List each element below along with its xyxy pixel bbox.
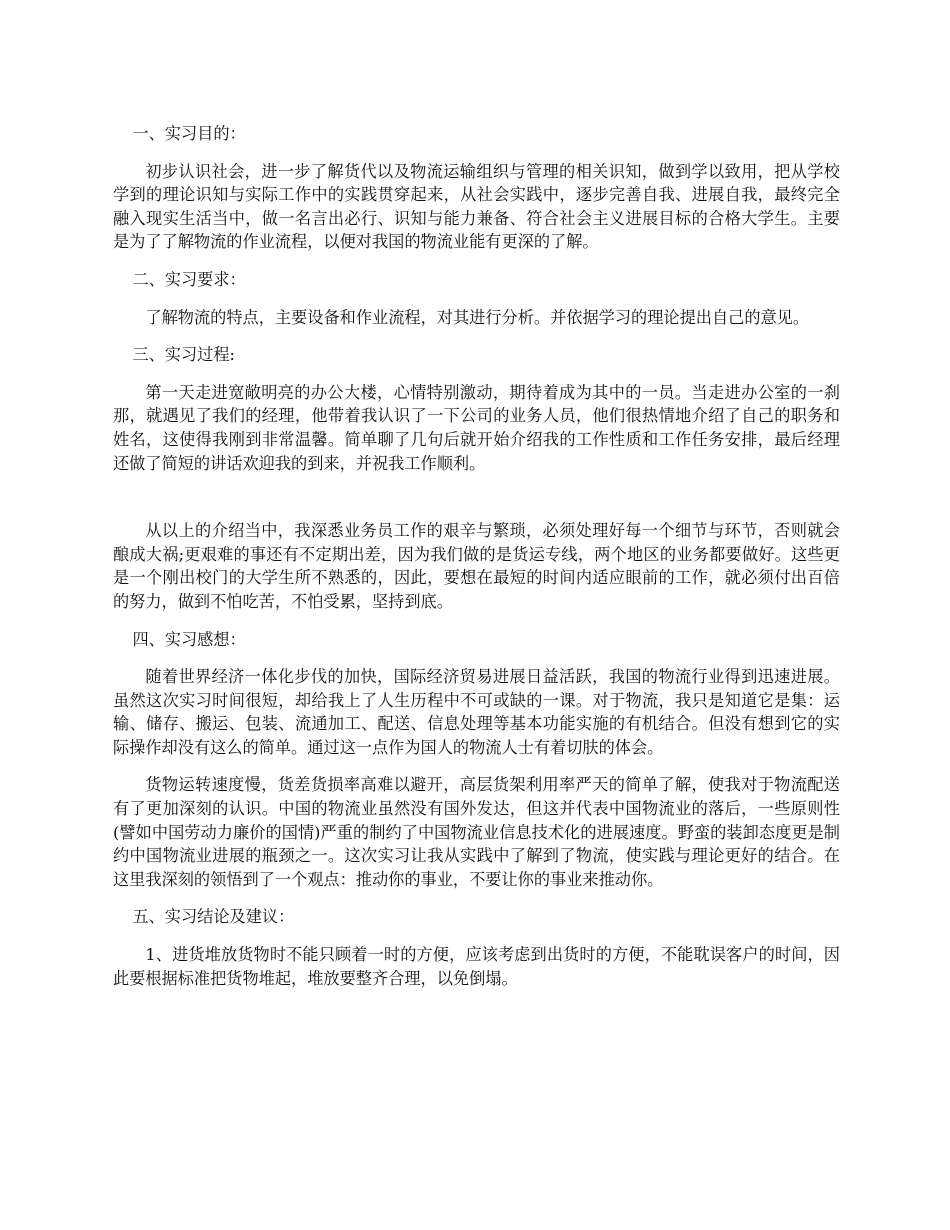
paragraph-1-1: 初步认识社会，进一步了解货代以及物流运输组织与管理的相关识知，做到学以致用，把从学校学到的理论识知与实际工作中的实践贯穿起来，从社会实践中，逐步完善自我、进展自我，最终完全融入现实生活当中，做一名言出必行、识知与能力兼备、符合社会主义进展目标的合格大学生。主要是为了了解物流的作业流程，以便对我国的物流业能有更深的了解。 [113,161,840,252]
paragraph-4-1: 随着世界经济一体化步伐的加快，国际经济贸易进展日益活跃，我国的物流行业得到迅速进展。虽然这次实习时间很短，却给我上了人生历程中不可或缺的一课。对于物流，我只是知道它是集：运输、储存、搬运、包装、流通加工、配送、信息处理等基本功能实施的有机结合。但没有想到它的实际操作却没有这么的简单。通过这一点作为国人的物流人士有着切肤的体会。 [113,667,840,757]
section-heading-1: 一、实习目的： [132,124,246,143]
paragraph-2-1: 了解物流的特点，主要设备和作业流程，对其进行分析。并依据学习的理论提出自己的意见。 [145,307,810,327]
section-heading-2: 二、实习要求： [132,269,246,289]
section-heading-3: 三、实习过程: [132,345,236,365]
section-heading-4: 四、实习感想： [132,629,246,649]
paragraph-4-2: 货物运转速度慢，货差货损率高难以避开，高层货架利用率严天的简单了解，使我对于物流配送有了更加深刻的认识。中国的物流业虽然没有国外发达，但这并代表中国物流业的落后，一些原则性(譬如中国劳动力廉价的国情)严重的制约了中国物流业信息技术化的进展速度。野蛮的装卸态度更是制约中国物流业进展的瓶颈之一。这次实习让我从实践中了解到了物流，使实践与理论更好的结合。在这里我深刻的领悟到了一个观点：推动你的事业，不要让你的事业来推动你。 [113,775,840,889]
document-body [113,122,840,990]
paragraph-3-2: 从以上的介绍当中，我深悉业务员工作的艰辛与繁琐，必须处理好每一个细节与环节，否则就会酿成大祸;更艰难的事还有不定期出差，因为我们做的是货运专线，两个地区的业务都要做好。这些更是一个刚出校门的大学生所不熟悉的，因此，要想在最短的时间内适应眼前的工作，就必须付出百倍的努力，做到不怕吃苦，不怕受累，坚持到底。 [113,521,840,611]
paragraph-3-1: 第一天走进宽敞明亮的办公大楼，心情特别激动，期待着成为其中的一员。当走进办公室的一刹那，就遇见了我们的经理，他带着我认识了一下公司的业务人员，他们很热情地介绍了自己的职务和姓名，这使得我刚到非常温馨。简单聊了几句后就开始介绍我的工作性质和工作任务安排，最后经理还做了简短的讲话欢迎我的到来，并祝我工作顺利。 [113,382,840,473]
section-heading-5: 五、实习结论及建议： [132,907,295,927]
paragraph-5-1: 1、进货堆放货物时不能只顾着一时的方便，应该考虑到出货时的方便，不能耽误客户的时间，因此要根据标准把货物堆起，堆放要整齐合理，以免倒塌。 [113,945,840,988]
